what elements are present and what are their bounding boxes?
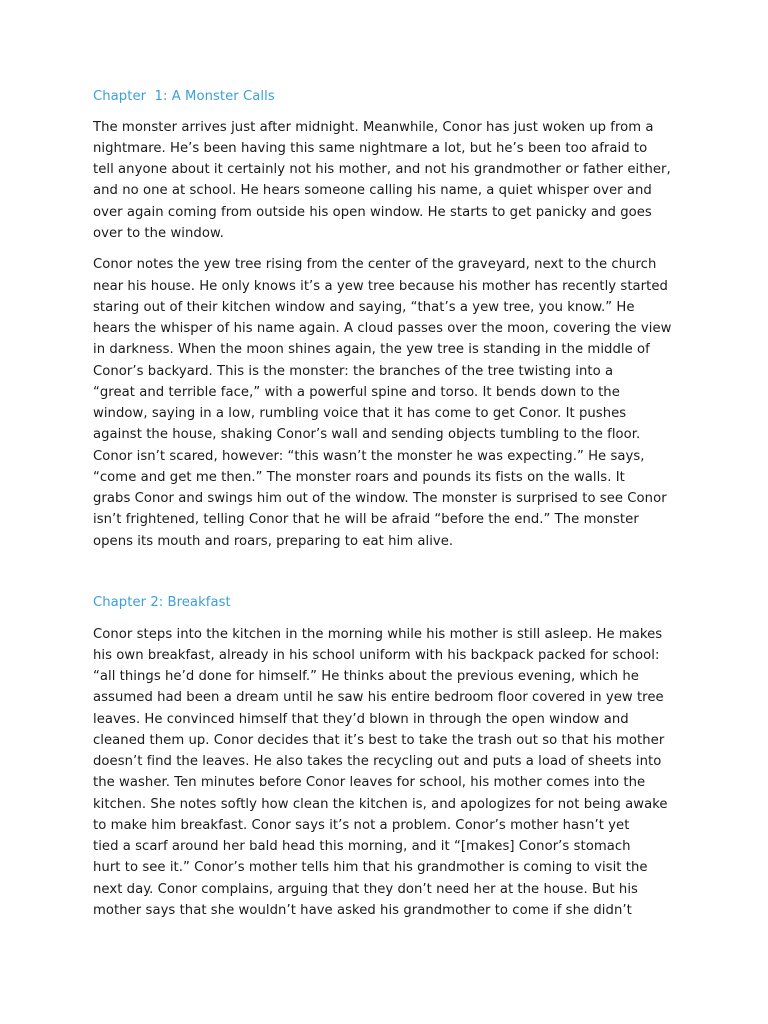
text-line: and no one at school. He hears someone calling his name, a quiet whisper over and xyxy=(93,183,652,198)
text-line: Conor’s backyard. This is the monster: the branches of the tree twisting into a xyxy=(93,364,614,379)
text-line: over to the window. xyxy=(93,226,224,241)
text-line: “great and terrible face,” with a powerful spine and torso. It bends down to the xyxy=(93,385,620,400)
text-line: opens its mouth and roars, preparing to eat him alive. xyxy=(93,534,454,549)
text-line: assumed had been a dream until he saw his entire bedroom floor covered in yew tree xyxy=(93,690,664,705)
text-line: Conor steps into the kitchen in the morning while his mother is still asleep. He makes xyxy=(93,627,663,642)
text-line: doesn’t find the leaves. He also takes the recycling out and puts a load of sheets into xyxy=(93,754,662,769)
text-line: tied a scarf around her bald head this morning, and it “[makes] Conor’s stomach xyxy=(93,839,631,854)
text-line: window, saying in a low, rumbling voice that it has come to get Conor. It pushes xyxy=(93,406,627,421)
text-line: staring out of their kitchen window and saying, “that’s a yew tree, you know.” He xyxy=(93,300,635,315)
text-line: hears the whisper of his name again. A cloud passes over the moon, covering the view xyxy=(93,321,672,336)
text-line: isn’t frightened, telling Conor that he will be afraid “before the end.” The monster xyxy=(93,512,639,527)
text-line: grabs Conor and swings him out of the window. The monster is surprised to see Conor xyxy=(93,491,667,506)
text-line: over again coming from outside his open window. He starts to get panicky and goes xyxy=(93,205,652,220)
text-line: next day. Conor complains, arguing that they don’t need her at the house. But his xyxy=(93,882,638,897)
chapter-2-title: Chapter 2: Breakfast xyxy=(93,595,231,610)
text-line: hurt to see it.” Conor’s mother tells him that his grandmother is coming to visit the xyxy=(93,860,648,875)
text-line: leaves. He convinced himself that they’d blown in through the open window and xyxy=(93,712,629,727)
text-line: “come and get me then.” The monster roars and pounds its fists on the walls. It xyxy=(93,470,625,485)
text-line: nightmare. He’s been having this same nightmare a lot, but he’s been too afraid to xyxy=(93,141,648,156)
text-line: to make him breakfast. Conor says it’s not a problem. Conor’s mother hasn’t yet xyxy=(93,818,630,833)
text-line: tell anyone about it certainly not his mother, and not his grandmother or father either, xyxy=(93,162,671,177)
text-line: the washer. Ten minutes before Conor leaves for school, his mother comes into the xyxy=(93,775,646,790)
text-line: kitchen. She notes softly how clean the kitchen is, and apologizes for not being awake xyxy=(93,797,668,812)
text-line: cleaned them up. Conor decides that it’s best to take the trash out so that his mother xyxy=(93,733,665,748)
text-line: in darkness. When the moon shines again, the yew tree is standing in the middle of xyxy=(93,342,650,357)
text-line: The monster arrives just after midnight. Meanwhile, Conor has just woken up from a xyxy=(93,120,654,135)
chapter-1-title: Chapter 1: A Monster Calls xyxy=(93,89,275,104)
text-line: near his house. He only knows it’s a yew tree because his mother has recently started xyxy=(93,279,668,294)
text-line: against the house, shaking Conor’s wall and sending objects tumbling to the floor. xyxy=(93,427,641,442)
text-line: mother says that she wouldn’t have asked his grandmother to come if she didn’t xyxy=(93,903,632,918)
text-line: “all things he’d done for himself.” He thinks about the previous evening, which he xyxy=(93,669,639,684)
text-line: his own breakfast, already in his school uniform with his backpack packed for school: xyxy=(93,648,660,663)
text-line: Conor notes the yew tree rising from the center of the graveyard, next to the church xyxy=(93,257,657,272)
text-line: Conor isn’t scared, however: “this wasn’t the monster he was expecting.” He says, xyxy=(93,449,645,464)
